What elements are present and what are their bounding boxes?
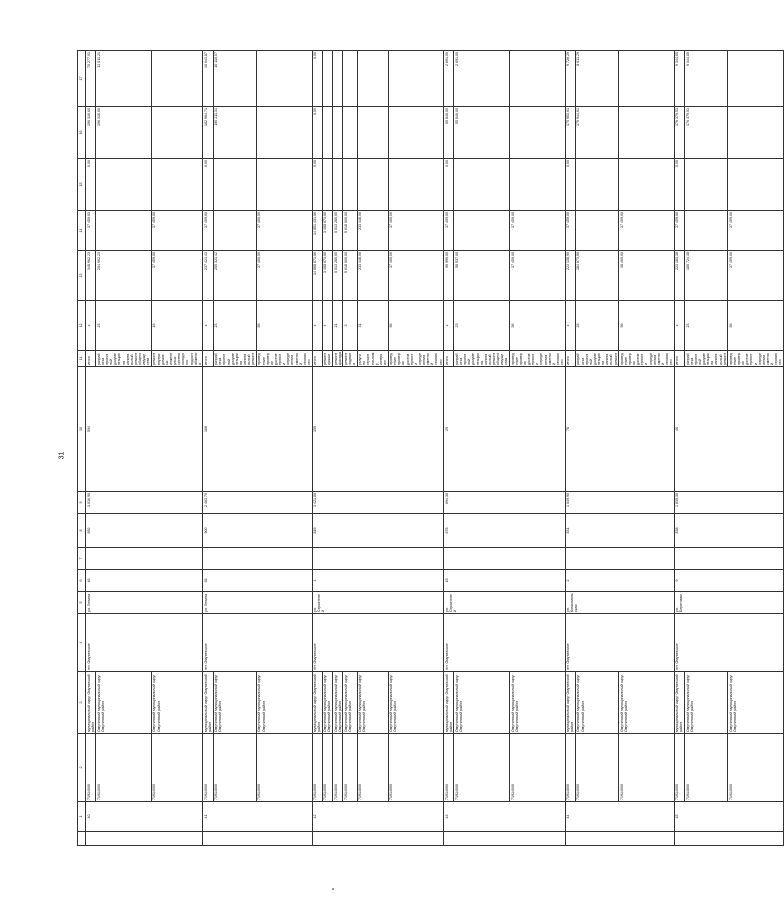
work-code-cell: х [674, 301, 684, 351]
capital-repair-table [77, 50, 784, 846]
work-type-cell: ремонт внутридомовых инженерных систем холодного водоснабжения [151, 351, 203, 367]
local-cost-cell [388, 107, 444, 159]
regional-cost-cell [333, 159, 343, 211]
work-type-cell: проведение проверки достоверности определения сметной стоимости [728, 351, 784, 367]
building-cell [86, 548, 203, 570]
fund-cost-cell: 5 513 280,00 [333, 211, 343, 251]
oktmo-code-cell: 71914000 [322, 734, 332, 802]
street-cell: ул. Ленина [86, 592, 203, 614]
work-code-cell: 56 [619, 301, 675, 351]
owners-cost-cell [322, 51, 332, 107]
work-type-cell: итого [203, 351, 213, 367]
municipality-cell: Омутинский муниципальный округ Омутинский район [357, 672, 388, 734]
regional-cost-cell [357, 159, 388, 211]
residents-cell: 594 [86, 367, 203, 492]
local-cost-cell: 176 379,53 [685, 107, 728, 159]
total-cost-cell: 348 962,23 [86, 251, 96, 301]
work-type-cell: проведение проверки достоверности определения сметной стоимости [256, 351, 312, 367]
house-number-cell: 2 [565, 570, 674, 592]
work-type-cell: разработка проектной документации на капитальный ремонт [213, 351, 256, 367]
work-code-cell: 23 [96, 301, 152, 351]
street-cell: ул. Строителей [444, 592, 566, 614]
street-cell: ул. Береговая [674, 592, 783, 614]
work-code-cell: 56 [388, 301, 444, 351]
owners-cost-cell [619, 51, 675, 107]
work-type-cell: разработка проектной документации на капитальный ремонт общего имущества [96, 351, 152, 367]
local-cost-cell [333, 107, 343, 159]
fund-cost-cell: 14 851 431,06 [312, 211, 322, 251]
row-number-cell: 44 [565, 802, 674, 832]
house-row [444, 51, 454, 846]
building-cell [565, 548, 674, 570]
work-code-cell: 31 [357, 301, 388, 351]
building-cell [312, 548, 444, 570]
header-cell: 5 [78, 592, 86, 614]
work-code-cell: х [444, 301, 454, 351]
owners-cost-cell [728, 51, 784, 107]
house-row [312, 51, 322, 846]
municipality-cell: муниципальный округ Омутинский район [565, 672, 575, 734]
row-marker-cell [444, 832, 566, 846]
total-cost-cell: 58 537,00 [454, 251, 510, 301]
municipality-cell: муниципальный округ Омутинский район [203, 672, 213, 734]
oktmo-code-cell: 71914000 [619, 734, 675, 802]
total-cost-cell: 37 459,00 [151, 251, 203, 301]
fund-cost-cell: 37 459,00 [619, 211, 675, 251]
street-cell: ул. Ленина [203, 592, 312, 614]
oktmo-code-cell: 71914000 [203, 734, 213, 802]
residents-cell: 166 [203, 367, 312, 492]
local-cost-cell: 175 953,61 [565, 107, 575, 159]
area-cell: 2 463,70 [203, 492, 312, 514]
house-number-cell: 4 [312, 570, 444, 592]
regional-cost-cell [454, 159, 510, 211]
row-marker-cell [86, 832, 203, 846]
page-number: 31 [58, 451, 66, 460]
regional-cost-cell [728, 159, 784, 211]
fund-cost-cell [685, 211, 728, 251]
oktmo-code-cell: 71914000 [454, 734, 510, 802]
total-cost-cell: 95 995,00 [444, 251, 454, 301]
house-number-cell: 9 [674, 570, 783, 592]
work-type-cell: проведение проверки достоверности определения сметной стоимости [510, 351, 566, 367]
total-cost-cell: 37 400,00 [388, 251, 444, 301]
oktmo-code-cell: 71914000 [565, 734, 575, 802]
total-cost-cell: 37 459,00 [728, 251, 784, 301]
municipality-cell: Омутинский муниципальный округ Омутинский район [685, 672, 728, 734]
local-cost-cell [322, 107, 332, 159]
total-cost-cell: 38 465,00 [619, 251, 675, 301]
work-code-cell: х [86, 301, 96, 351]
fund-cost-cell: 37 459,00 [728, 211, 784, 251]
owners-cost-cell: 9 344,85 [685, 51, 728, 107]
work-code-cell: 4 [322, 301, 332, 351]
work-type-cell: итого [565, 351, 575, 367]
work-type-cell: итого [312, 351, 322, 367]
owners-cost-cell [343, 51, 357, 107]
fund-cost-cell: 37 459,00 [151, 211, 203, 251]
work-code-cell: х [565, 301, 575, 351]
regional-cost-cell [575, 159, 618, 211]
owners-cost-cell: 8 611,29 [575, 51, 618, 107]
fund-cost-cell: 3 468 673,00 [322, 211, 332, 251]
local-cost-cell: 190 211,31 [213, 107, 256, 159]
owners-cost-cell [510, 51, 566, 107]
owners-cost-cell: 2 691,00 [444, 51, 454, 107]
municipality-cell: Омутинский муниципальный округ Омутинский район [213, 672, 256, 734]
local-cost-cell: 55 846,00 [444, 107, 454, 159]
work-type-cell: ремонт крыши [322, 351, 332, 367]
total-cost-cell: 223 138,90 [565, 251, 575, 301]
work-type-cell: услуги по строительному контролю [357, 351, 388, 367]
document-table-area [77, 52, 783, 846]
header-cell-blank [78, 832, 86, 846]
local-cost-cell: 196 316,60 [96, 107, 152, 159]
scan-dust-mark [332, 888, 334, 890]
work-type-cell: итого [674, 351, 684, 367]
owners-cost-cell: 9 726,29 [565, 51, 575, 107]
settlement-cell: пгт. Омутинское [203, 614, 312, 672]
house-row [674, 51, 684, 846]
oktmo-code-cell: 71914000 [575, 734, 618, 802]
residents-cell: 46 [674, 367, 783, 492]
regional-cost-cell: 0,00 [565, 159, 575, 211]
house-code-cell: 831 [565, 514, 674, 548]
row-number-cell: 42 [312, 802, 444, 832]
oktmo-code-cell: 71914000 [357, 734, 388, 802]
regional-cost-cell: 0,00 [86, 159, 96, 211]
row-number-cell: 41 [203, 802, 312, 832]
residents-cell: 78 [565, 367, 674, 492]
oktmo-code-cell: 71914000 [96, 734, 152, 802]
municipality-cell: муниципальный округ Омутинский район [674, 672, 684, 734]
fund-cost-cell: 37 459,03 [86, 211, 96, 251]
municipality-cell: Омутинский муниципальный округ Омутинский район [619, 672, 675, 734]
oktmo-code-cell: 71914000 [388, 734, 444, 802]
local-cost-cell: 182 964,71 [203, 107, 213, 159]
fund-cost-cell: 37 459,00 [674, 211, 684, 251]
work-code-cell: 23 [213, 301, 256, 351]
owners-cost-cell [333, 51, 343, 107]
area-cell: 3 016,90 [86, 492, 203, 514]
street-cell: ул. Комсомольская [565, 592, 674, 614]
work-type-cell: ремонт подвала [343, 351, 357, 367]
owners-cost-cell [357, 51, 388, 107]
header-cell: 10 [78, 367, 86, 492]
settlement-cell: пгт. Омутинское [312, 614, 444, 672]
total-cost-cell: 37 459,00 [510, 251, 566, 301]
local-cost-cell [619, 107, 675, 159]
building-cell [674, 548, 783, 570]
header-cell: 6 [78, 570, 86, 592]
oktmo-code-cell: 71914000 [444, 734, 454, 802]
oktmo-code-cell: 71914000 [685, 734, 728, 802]
house-number-cell: 15 [444, 570, 566, 592]
local-cost-cell [728, 107, 784, 159]
work-code-cell: 21 [333, 301, 343, 351]
row-marker-cell [565, 832, 674, 846]
regional-cost-cell: 0,00 [674, 159, 684, 211]
regional-cost-cell: 0,00 [312, 159, 322, 211]
owners-cost-cell: 70 277,01 [86, 51, 96, 107]
table-body [86, 51, 784, 846]
total-cost-cell: 233 448,06 [357, 251, 388, 301]
header-cell: 13 [78, 251, 86, 301]
municipality-cell: Омутинский муниципальный округ Омутинский район [322, 672, 332, 734]
municipality-cell: Омутинский муниципальный округ Омутинский район [151, 672, 203, 734]
header-cell: 2 [78, 734, 86, 802]
row-number-cell: 40 [86, 802, 203, 832]
row-marker-cell [203, 832, 312, 846]
total-cost-cell: 204 962,23 [96, 251, 152, 301]
work-code-cell: 23 [685, 301, 728, 351]
work-type-cell: итого [86, 351, 96, 367]
municipality-cell: Омутинский муниципальный округ Омутинский район [728, 672, 784, 734]
header-cell: 11 [78, 351, 86, 367]
header-cell: 12 [78, 301, 86, 351]
fund-cost-cell [454, 211, 510, 251]
house-row [86, 51, 96, 846]
area-cell: 1 835,30 [674, 492, 783, 514]
header-cell: 16 [78, 107, 86, 159]
owners-cost-cell: 10 110,07 [213, 51, 256, 107]
work-type-cell: итого [444, 351, 454, 367]
fund-cost-cell: 37 400,00 [388, 211, 444, 251]
house-number-cell: 46 [86, 570, 203, 592]
fund-cost-cell: 233 448,06 [357, 211, 388, 251]
regional-cost-cell [96, 159, 152, 211]
work-type-cell: проведение проверки достоверности определения сметной стоимости [619, 351, 675, 367]
residents-cell: 155 [312, 367, 444, 492]
oktmo-code-cell: 71914000 [312, 734, 322, 802]
fund-cost-cell: 37 400,00 [256, 211, 312, 251]
total-cost-cell: 5 513 280,00 [333, 251, 343, 301]
work-code-cell: х [312, 301, 322, 351]
house-row [565, 51, 575, 846]
residents-cell: 29 [444, 367, 566, 492]
owners-cost-cell [151, 51, 203, 107]
header-cell: 17 [78, 51, 86, 107]
municipality-cell: Омутинский муниципальный округ Омутинский район [333, 672, 343, 734]
work-type-cell: разработка проектной документации на капитальный ремонт общего имущества [454, 351, 510, 367]
rotated-page [77, 52, 783, 846]
local-cost-cell [256, 107, 312, 159]
house-code-cell: 900 [203, 514, 312, 548]
regional-cost-cell [685, 159, 728, 211]
settlement-cell: пгт. Омутинское [674, 614, 783, 672]
total-cost-cell: 3 468 673,00 [322, 251, 332, 301]
fund-cost-cell [96, 211, 152, 251]
municipality-cell: муниципальный округ Омутинский район [86, 672, 96, 734]
settlement-cell: пгт. Омутинское [86, 614, 203, 672]
regional-cost-cell [256, 159, 312, 211]
municipality-cell: Омутинский муниципальный округ Омутинский район [510, 672, 566, 734]
local-cost-cell: 176 379,53 [674, 107, 684, 159]
fund-cost-cell: 37 459,00 [444, 211, 454, 251]
street-cell: ул. Строителей [312, 592, 444, 614]
regional-cost-cell: 0,00 [444, 159, 454, 211]
oktmo-code-cell: 71914000 [333, 734, 343, 802]
oktmo-code-cell: 71914000 [151, 734, 203, 802]
municipality-cell: Омутинский муниципальный округ Омутинский район [343, 672, 357, 734]
local-cost-cell [510, 107, 566, 159]
header-cell: 8 [78, 514, 86, 548]
total-cost-cell: 200 321,42 [213, 251, 256, 301]
work-code-cell: 56 [728, 301, 784, 351]
owners-cost-cell: 2 691,00 [454, 51, 510, 107]
oktmo-code-cell: 71914000 [343, 734, 357, 802]
work-code-cell: 3 [343, 301, 357, 351]
row-marker-cell [674, 832, 783, 846]
row-marker-cell [312, 832, 444, 846]
house-code-cell: 878 [444, 514, 566, 548]
row-number-cell: 43 [444, 802, 566, 832]
work-type-cell: разработка проектной документации на капитальный ремонт [685, 351, 728, 367]
house-number-cell: 35 [203, 570, 312, 592]
work-code-cell: 56 [256, 301, 312, 351]
work-code-cell: 16 [151, 301, 203, 351]
regional-cost-cell [619, 159, 675, 211]
regional-cost-cell [343, 159, 357, 211]
house-code-cell: 838 [674, 514, 783, 548]
work-type-cell: ремонт фасада [333, 352, 342, 365]
work-code-cell: 23 [454, 301, 510, 351]
house-code-cell: 816 [312, 514, 444, 548]
local-cost-cell [151, 107, 203, 159]
regional-cost-cell [388, 159, 444, 211]
work-code-cell: 23 [575, 301, 618, 351]
oktmo-code-cell: 71914000 [86, 734, 96, 802]
municipality-cell: Омутинский муниципальный округ Омутинский район [388, 672, 444, 734]
building-cell [203, 548, 312, 570]
total-cost-cell: 37 400,00 [256, 251, 312, 301]
regional-cost-cell [151, 159, 203, 211]
area-cell: 3 421,80 [312, 492, 444, 514]
work-code-cell: х [203, 301, 213, 351]
municipality-cell: Омутинский муниципальный округ Омутинский район [454, 672, 510, 734]
local-cost-cell: 196 316,60 [86, 107, 96, 159]
owners-cost-cell [388, 51, 444, 107]
total-cost-cell: 237 421,43 [203, 251, 213, 301]
local-cost-cell: 55 846,00 [454, 107, 510, 159]
total-cost-cell: 5 618 000,00 [343, 251, 357, 301]
header-cell: 3 [78, 672, 86, 734]
oktmo-code-cell: 71914000 [213, 734, 256, 802]
owners-cost-cell [256, 51, 312, 107]
header-cell: 15 [78, 159, 86, 211]
total-cost-cell: 184 673,90 [575, 251, 618, 301]
row-number-cell: 45 [674, 802, 783, 832]
area-cell: 1 049,90 [565, 492, 674, 514]
fund-cost-cell [575, 211, 618, 251]
header-cell: 14 [78, 211, 86, 251]
header-cell: 7 [78, 548, 86, 570]
local-cost-cell: 0,00 [312, 107, 322, 159]
local-cost-cell [357, 107, 388, 159]
municipality-cell: муниципальный округ Омутинский район [444, 672, 454, 734]
owners-cost-cell: 10 041,87 [203, 51, 213, 107]
settlement-cell: пгт. Омутинское [565, 614, 674, 672]
regional-cost-cell [510, 159, 566, 211]
owners-cost-cell: 0,00 [312, 51, 322, 107]
header-cell: 4 [78, 614, 86, 672]
municipality-cell: Омутинский муниципальный округ Омутинский район [96, 672, 152, 734]
municipality-cell: Омутинский муниципальный округ Омутинский район [256, 672, 312, 734]
header-cell: 9 [78, 492, 86, 514]
owners-cost-cell: 9 344,85 [674, 51, 684, 107]
fund-cost-cell: 37 459,00 [203, 211, 213, 251]
oktmo-code-cell: 71914000 [510, 734, 566, 802]
local-cost-cell [343, 107, 357, 159]
total-cost-cell: 185 724,38 [685, 251, 728, 301]
municipality-cell: Омутинский муниципальный округ Омутинский район [575, 672, 618, 734]
total-cost-cell: 223 183,38 [674, 251, 684, 301]
oktmo-code-cell: 71914000 [728, 734, 784, 802]
building-cell [444, 548, 566, 570]
fund-cost-cell [213, 211, 256, 251]
owners-cost-cell: 12 011,21 [96, 51, 152, 107]
municipality-cell: муниципальный округ Омутинский район [312, 672, 322, 734]
regional-cost-cell [322, 159, 332, 211]
work-code-cell: 56 [510, 301, 566, 351]
total-cost-cell: 14 868 871,06 [312, 251, 322, 301]
oktmo-code-cell: 71914000 [674, 734, 684, 802]
area-cell: 694,30 [444, 492, 566, 514]
header-cell: 1 [78, 802, 86, 832]
fund-cost-cell: 37 459,00 [565, 211, 575, 251]
work-type-cell: разработка проектной документации на капитальный ремонт [575, 351, 618, 367]
local-cost-cell: 175 944,61 [575, 107, 618, 159]
fund-cost-cell: 5 618 000,00 [343, 211, 357, 251]
work-type-cell: проведение проверки достоверности определения сметной стоимости [388, 351, 444, 367]
oktmo-code-cell: 71914000 [256, 734, 312, 802]
house-code-cell: 892 [86, 514, 203, 548]
regional-cost-cell [213, 159, 256, 211]
fund-cost-cell: 37 459,00 [510, 211, 566, 251]
regional-cost-cell: 0,00 [203, 159, 213, 211]
settlement-cell: пгт. Омутинское [444, 614, 566, 672]
column-number-row [78, 51, 86, 846]
house-row [203, 51, 213, 846]
